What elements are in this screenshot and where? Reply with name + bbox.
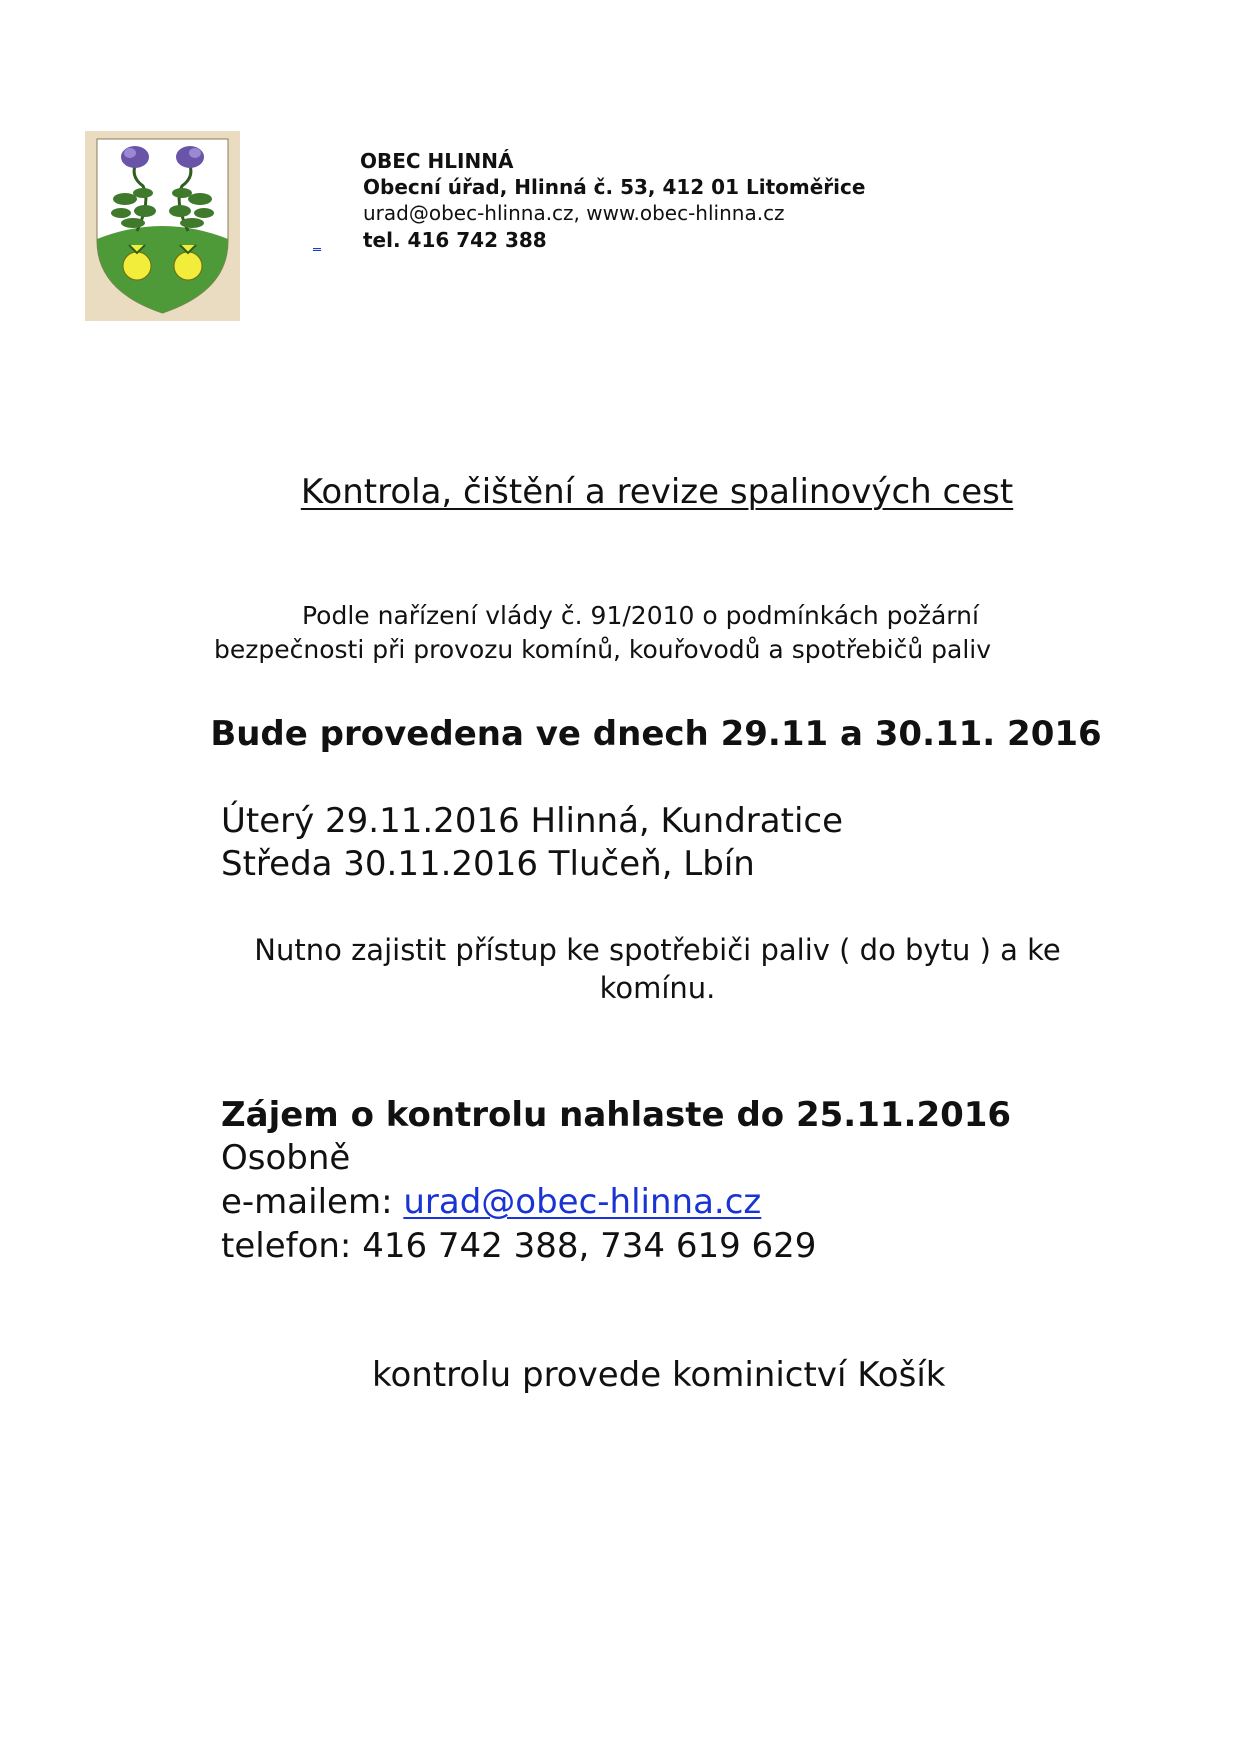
schedule-day-1: Úterý 29.11.2016 Hlinná, Kundratice: [221, 801, 844, 841]
schedule-headline: Bude provedena ve dnech 29.11 a 30.11. 2016: [210, 714, 1102, 754]
page-title: Kontrola, čištění a revize spalinových cest: [300, 472, 1014, 512]
registration-phone: telefon: 416 742 388, 734 619 629: [221, 1226, 817, 1266]
schedule-day-2: Středa 30.11.2016 Tlučeň, Lbín: [221, 844, 755, 884]
header-contact: [363, 200, 785, 226]
access-note: Nutno zajistit přístup ke spotřebiči paliv ( do bytu ) a ke komínu.: [254, 933, 1061, 1005]
coat-of-arms-icon: [85, 131, 240, 321]
registration-email-label: e-mailem:: [221, 1182, 404, 1222]
stray-underline-mark: _: [313, 232, 321, 251]
municipality-name: OBEC HLINNÁ: [360, 149, 514, 173]
header-email: urad@obec-hlinna.cz: [363, 201, 574, 225]
title-row: [0, 472, 1239, 512]
registration-email-line: [221, 1182, 761, 1222]
law-reference-line-2: bezpečnosti při provozu komínů, kouřovodů a spotřebičů paliv: [214, 635, 992, 664]
registration-email-link[interactable]: urad@obec-hlinna.cz: [403, 1182, 762, 1222]
schedule-headline-row: [0, 714, 1239, 754]
performer-note: kontrolu provede kominictví Košík: [372, 1355, 946, 1395]
office-address: Obecní úřad, Hlinná č. 53, 412 01 Litoměřice: [363, 175, 866, 199]
law-reference-line-1: Podle nařízení vlády č. 91/2010 o podmínkách požární: [302, 601, 979, 630]
registration-headline: Zájem o kontrolu nahlaste do 25.11.2016: [221, 1095, 1012, 1135]
registration-personal: Osobně: [221, 1138, 351, 1178]
header-phone: tel. 416 742 388: [363, 228, 547, 252]
header-website: www.obec-hlinna.cz: [586, 201, 785, 225]
header-separator: ,: [573, 201, 587, 225]
